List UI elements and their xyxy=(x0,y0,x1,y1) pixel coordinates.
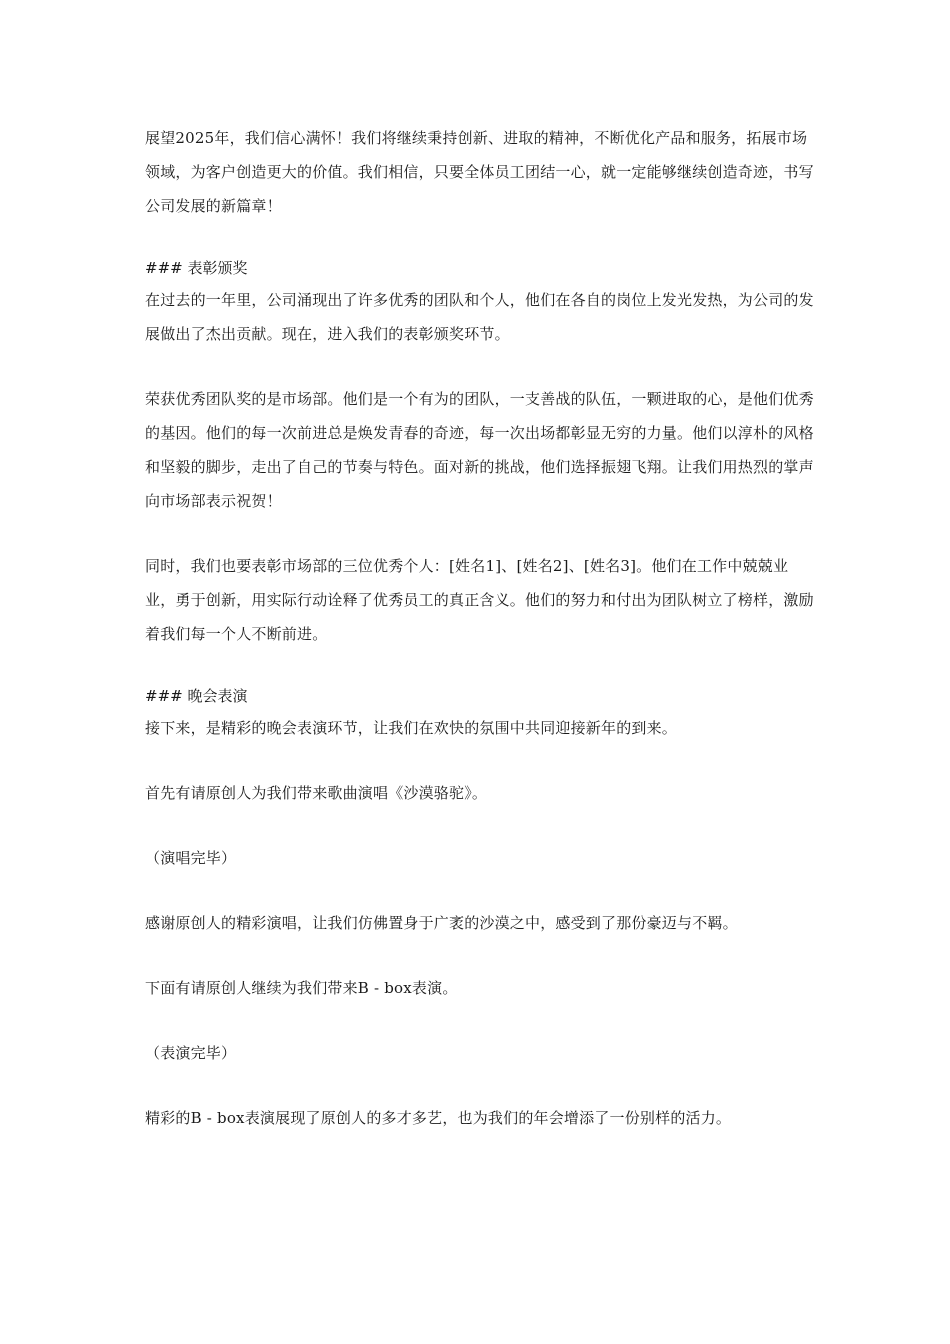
heading-awards: ### 表彰颁奖 xyxy=(145,259,248,277)
paragraph-performance-intro: 接下来，是精彩的晚会表演环节，让我们在欢快的氛围中共同迎接新年的到来。 xyxy=(145,719,678,737)
paragraph-outlook-2025: 展望2025年，我们信心满怀！我们将继续秉持创新、进取的精神，不断优化产品和服务，拓展市场领域，为客户创造更大的价值。我们相信，只要全体员工团结一心，就一定能够继续创造奇迹，书写公司发展的新篇章！ xyxy=(145,129,814,215)
paragraph-awards-intro: 在过去的一年里，公司涌现出了许多优秀的团队和个人，他们在各自的岗位上发光发热，为公司的发展做出了杰出贡献。现在，进入我们的表彰颁奖环节。 xyxy=(145,291,814,343)
paragraph-beatbox-finished: （表演完毕） xyxy=(145,1044,237,1062)
document-page xyxy=(145,121,815,1135)
paragraph-individual-awards: 同时，我们也要表彰市场部的三位优秀个人：[姓名1]、[姓名2]、[姓名3]。他们在工作中兢兢业业，勇于创新，用实际行动诠释了优秀员工的真正含义。他们的努力和付出为团队树立了榜样，激励着我们每一个人不断前进。 xyxy=(145,557,814,643)
paragraph-song-intro: 首先有请原创人为我们带来歌曲演唱《沙漠骆驼》。 xyxy=(145,784,488,802)
paragraph-team-award: 荣获优秀团队奖的是市场部。他们是一个有为的团队，一支善战的队伍，一颗进取的心，是他们优秀的基因。他们的每一次前进总是焕发青春的奇迹，每一次出场都彰显无穷的力量。他们以淳朴的风格和坚毅的脚步，走出了自己的节奏与特色。面对新的挑战，他们选择振翅飞翔。让我们用热烈的掌声向市场部表示祝贺！ xyxy=(145,390,814,510)
paragraph-beatbox-thanks: 精彩的B - box表演展现了原创人的多才多艺，也为我们的年会增添了一份别样的活力。 xyxy=(145,1109,732,1127)
paragraph-beatbox-intro: 下面有请原创人继续为我们带来B - box表演。 xyxy=(145,979,458,997)
heading-performance: ### 晚会表演 xyxy=(145,687,248,705)
paragraph-song-thanks: 感谢原创人的精彩演唱，让我们仿佛置身于广袤的沙漠之中，感受到了那份豪迈与不羁。 xyxy=(145,914,738,932)
paragraph-song-finished: （演唱完毕） xyxy=(145,849,237,867)
